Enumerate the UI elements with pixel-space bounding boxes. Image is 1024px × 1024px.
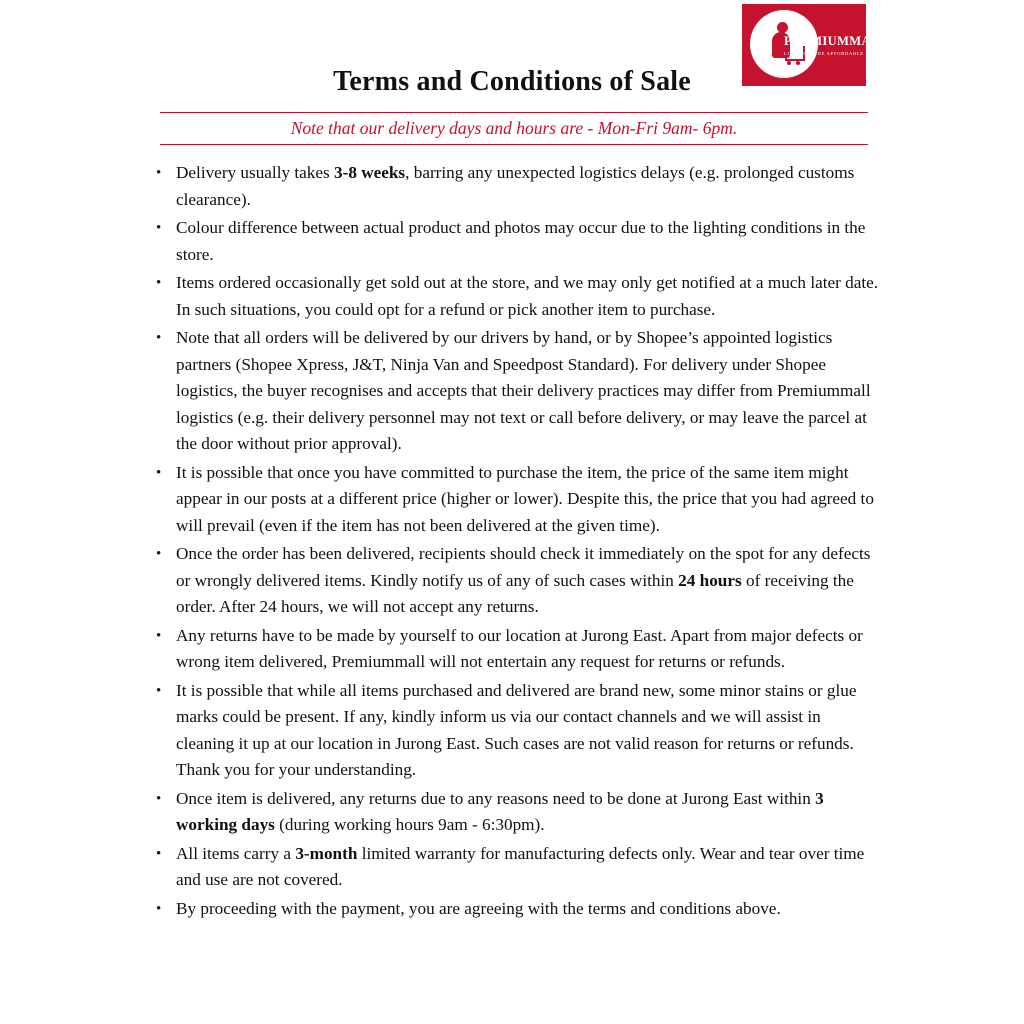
bullet-icon: • xyxy=(156,900,162,917)
emphasis-text: 3-8 weeks xyxy=(334,163,406,182)
list-item-text-price-changes xyxy=(176,460,880,540)
bullet-icon: • xyxy=(156,220,162,236)
logo-name: PREMIUMMALL xyxy=(784,34,889,48)
body-text: Note that all orders will be delivered by our drivers by hand, or by Shopee’s appointed logistics partners (Shopee Xpress, J&T, Ninja Van and Speedpost Standard). For delivery under Shopee logistics, the buyer recognises and accepts that their delivery practices may differ from Premiummall logistics (e.g. their delivery personnel may not text or call before delivery, or may leave the parcel at the door without prior approval). xyxy=(176,328,871,453)
bullet-icon: • xyxy=(156,464,162,481)
body-text: (during working hours 9am - 6:30pm). xyxy=(274,815,545,834)
list-item xyxy=(150,215,880,268)
divider-bottom xyxy=(160,144,868,145)
list-item-text-return-window xyxy=(176,786,880,839)
body-text: , barring any unexpected logistics delays (e.g. prolonged customs clearance). xyxy=(176,163,855,209)
bullet-icon: • xyxy=(156,546,162,562)
logo-wordmark xyxy=(784,34,889,56)
terms-list xyxy=(150,160,880,924)
list-item xyxy=(150,678,880,784)
list-item xyxy=(150,841,880,894)
list-item xyxy=(150,786,880,839)
list-item xyxy=(150,460,880,540)
bullet-icon: • xyxy=(156,682,162,699)
list-item-text-sold-out xyxy=(176,270,880,323)
bullet-icon: • xyxy=(156,165,162,181)
body-text: Delivery usually takes xyxy=(176,163,334,182)
list-item xyxy=(150,541,880,621)
logo-tagline: LUXURY MADE AFFORDABLE xyxy=(784,51,864,56)
page-title: Terms and Conditions of Sale xyxy=(333,66,691,97)
list-item xyxy=(150,623,880,676)
emphasis-text: 24 hours xyxy=(678,570,742,590)
delivery-notice-text: Note that our delivery days and hours are - Mon-Fri 9am- 6pm. xyxy=(290,118,738,138)
body-text: All items carry a xyxy=(176,843,296,863)
bullet-icon: • xyxy=(156,275,162,291)
body-text: It is possible that while all items purchased and delivered are brand new, some minor stains or glue marks could be present. If any, kindly inform us via our contact channels and we will assist in cleaning it up at our location in Jurong East. Such cases are not valid reason for returns or refunds. Thank you for your understanding. xyxy=(176,680,857,779)
list-item xyxy=(150,325,880,458)
bullet-icon: • xyxy=(156,790,162,807)
body-text: Once the order has been delivered, recipients should check it immediately on the spot for any defects or wrongly delivered items. Kindly notify us of any of such cases within xyxy=(176,544,871,590)
bullet-icon: • xyxy=(156,627,162,644)
body-text: It is possible that once you have committed to purchase the item, the price of the same item might appear in our posts at a different price (higher or lower). Despite this, the price that you had agreed to will prevail (even if the item has not been delivered at the given time). xyxy=(176,462,874,535)
list-item-text-colour-difference xyxy=(176,215,880,268)
list-item-text-check-on-delivery xyxy=(176,541,880,621)
body-text: of receiving the order. After 24 hours, we will not accept any returns. xyxy=(176,570,854,616)
list-item-text-returns-location xyxy=(176,623,880,676)
emphasis-text: 3 working days xyxy=(176,788,824,834)
bullet-icon: • xyxy=(156,330,162,346)
bullet-icon: • xyxy=(156,845,162,862)
body-text: Colour difference between actual product and photos may occur due to the lighting conditions in the store. xyxy=(176,218,866,264)
list-item-text-minor-stains xyxy=(176,678,880,784)
list-item-text-agreement xyxy=(176,896,880,923)
body-text: Once item is delivered, any returns due to any reasons need to be done at Jurong East within xyxy=(176,788,816,808)
body-text: Items ordered occasionally get sold out at the store, and we may only get notified at a much later date. In such situations, you could opt for a refund or pick another item to purchase. xyxy=(176,273,879,319)
body-text: Any returns have to be made by yourself to our location at Jurong East. Apart from major defects or wrong item delivered, Premiummall will not entertain any request for returns or refunds. xyxy=(176,625,863,671)
delivery-notice-band xyxy=(160,112,868,145)
body-text: limited warranty for manufacturing defects only. Wear and tear over time and use are not covered. xyxy=(176,843,865,889)
list-item xyxy=(150,896,880,923)
list-item xyxy=(150,160,880,213)
emphasis-text: 3-month xyxy=(295,843,358,863)
list-item-text-logistics-partners xyxy=(176,325,880,458)
list-item-text-warranty xyxy=(176,841,880,894)
list-item xyxy=(150,270,880,323)
body-text: By proceeding with the payment, you are agreeing with the terms and conditions above. xyxy=(176,898,781,918)
list-item-text-delivery-time xyxy=(176,160,880,213)
